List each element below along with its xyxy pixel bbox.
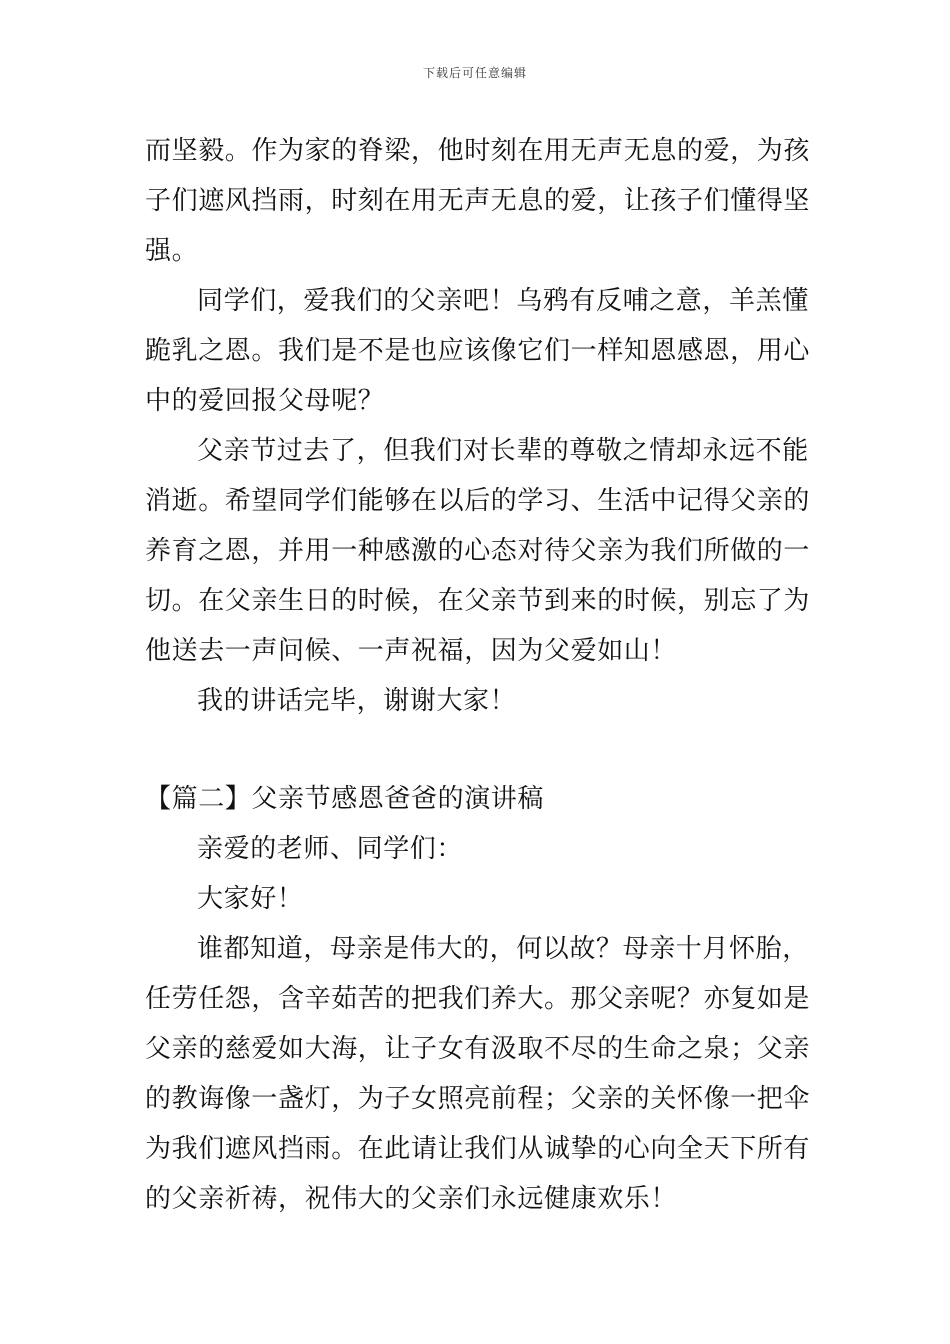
text-line: 消逝。希望同学们能够在以后的学习、生活中记得父亲的	[145, 486, 811, 516]
salutation: 亲爱的老师、同学们：	[197, 834, 464, 864]
document-body	[145, 126, 810, 1224]
paragraph-1	[145, 126, 810, 276]
text-line: 父亲节过去了，但我们对长辈的尊敬之情却永远不能	[197, 436, 809, 466]
text-line: 强。	[145, 236, 199, 266]
paragraph-2	[145, 276, 810, 426]
paragraph-3	[145, 426, 810, 676]
paragraph-4	[145, 676, 810, 726]
text-line: 跪乳之恩。我们是不是也应该像它们一样知恩感恩，用心	[145, 336, 811, 366]
text-line: 的父亲祈祷，祝伟大的父亲们永远健康欢乐！	[145, 1184, 678, 1214]
text-line: 任劳任怨，含辛茹苦的把我们养大。那父亲呢？亦复如是	[145, 984, 811, 1014]
text-line: 养育之恩，并用一种感激的心态对待父亲为我们所做的一	[145, 536, 811, 566]
text-line: 他送去一声问候、一声祝福，因为父爱如山！	[145, 636, 678, 666]
paragraph-5	[145, 924, 810, 1224]
text-line: 子们遮风挡雨，时刻在用无声无息的爱，让孩子们懂得坚	[145, 186, 811, 216]
text-line: 而坚毅。作为家的脊梁，他时刻在用无声无息的爱，为孩	[145, 136, 811, 166]
text-line: 的教诲像一盏灯，为子女照亮前程；父亲的关怀像一把伞	[145, 1084, 811, 1114]
closing-line: 我的讲话完毕，谢谢大家！	[197, 686, 517, 716]
greeting: 大家好！	[197, 884, 304, 914]
page-header: 下载后可任意编辑	[422, 66, 527, 80]
text-line: 为我们遮风挡雨。在此请让我们从诚挚的心向全天下所有	[145, 1134, 811, 1164]
text-line: 谁都知道，母亲是伟大的，何以故？母亲十月怀胎，	[197, 934, 809, 964]
section-gap	[145, 726, 810, 774]
text-line: 父亲的慈爱如大海，让子女有汲取不尽的生命之泉；父亲	[145, 1034, 811, 1064]
text-line: 同学们，爱我们的父亲吧！乌鸦有反哺之意，羊羔懂	[197, 286, 809, 316]
text-line: 切。在父亲生日的时候，在父亲节到来的时候，别忘了为	[145, 586, 811, 616]
section-title: 【篇二】父亲节感恩爸爸的演讲稿	[145, 784, 545, 814]
text-line: 中的爱回报父母呢？	[145, 386, 385, 416]
